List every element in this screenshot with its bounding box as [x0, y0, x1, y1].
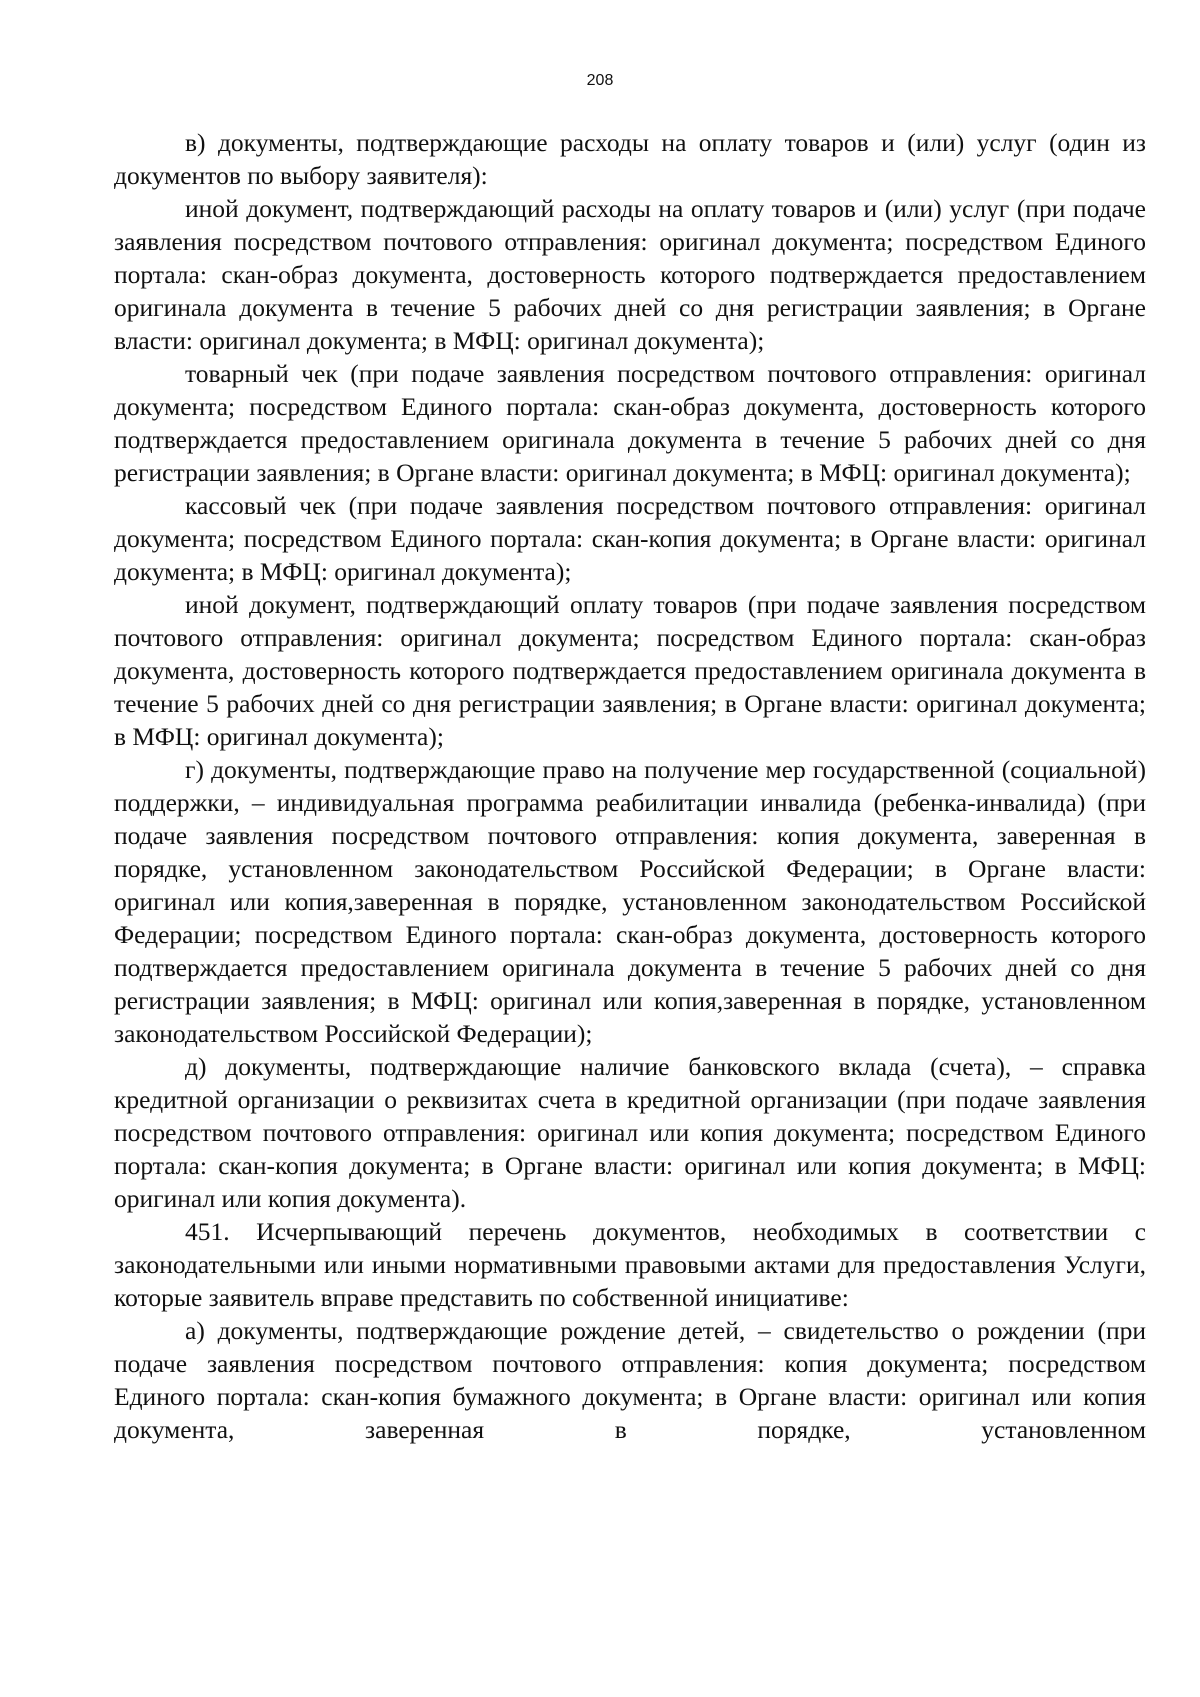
paragraph-other-payment-document: иной документ, подтверждающий оплату товаров (при подаче заявления посредством почтового отправления: оригинал документа; посредством Единого портала: скан-образ документа, достоверность которого подтверждается предоставлением оригинала документа в течение 5 рабочих дней со дня регистрации заявления; в Органе власти: оригинал документа; в МФЦ: оригинал документа); [114, 590, 1146, 751]
paragraph-a-birth-documents: а) документы, подтверждающие рождение детей, – свидетельство о рождении (при подаче заявления посредством почтового отправления: копия документа; посредством Единого портала: скан-копия бумажного документа; в Органе власти: оригинал или копия документа, заверенная в порядке, установленном [114, 1316, 1146, 1444]
paragraph-cash-receipt: кассовый чек (при подаче заявления посредством почтового отправления: оригинал документа; посредством Единого портала: скан-копия документа; в Органе власти: оригинал документа; в МФЦ: оригинал документа); [114, 491, 1146, 586]
page-number: 208 [586, 72, 614, 89]
paragraph-other-expense-document: иной документ, подтверждающий расходы на оплату товаров и (или) услуг (при подаче заявления посредством почтового отправления: оригинал документа; посредством Единого портала: скан-образ документа, достоверность которого подтверждается предоставлением оригинала документа в течение 5 рабочих дней со дня регистрации заявления; в Органе власти: оригинал документа; в МФЦ: оригинал документа); [114, 194, 1146, 355]
paragraph-d-bank-account: д) документы, подтверждающие наличие банковского вклада (счета), – справка кредитной организации о реквизитах счета в кредитной организации (при подаче заявления посредством почтового отправления: оригинал или копия документа; посредством Единого портала: скан-копия документа; в Органе власти: оригинал или копия документа; в МФЦ: оригинал или копия документа). [114, 1052, 1146, 1213]
paragraph-451-own-initiative-list: 451. Исчерпывающий перечень документов, необходимых в соответствии с законодательными или иными нормативными правовыми актами для предоставления Услуги, которые заявитель вправе представить по собственной инициативе: [114, 1217, 1146, 1312]
paragraph-g-rehabilitation-program: г) документы, подтверждающие право на получение мер государственной (социальной) поддержки, – индивидуальная программа реабилитации инвалида (ребенка-инвалида) (при подаче заявления посредством почтового отправления: копия документа, заверенная в порядке, установленном законодательством Российской Федерации; в Органе власти: оригинал или копия,заверенная в порядке, установленном законодательством Российской Федерации; посредством Единого портала: скан-образ документа, достоверность которого подтверждается предоставлением оригинала документа в течение 5 рабочих дней со дня регистрации заявления; в МФЦ: оригинал или копия,заверенная в порядке, установленном законодательством Российской Федерации); [114, 755, 1146, 1048]
paragraph-v-expense-documents: в) документы, подтверждающие расходы на оплату товаров и (или) услуг (один из документов по выбору заявителя): [114, 128, 1146, 190]
document-body [114, 126, 1146, 1446]
paragraph-sales-receipt: товарный чек (при подаче заявления посредством почтового отправления: оригинал документа; посредством Единого портала: скан-образ документа, достоверность которого подтверждается предоставлением оригинала документа в течение 5 рабочих дней со дня регистрации заявления; в Органе власти: оригинал документа; в МФЦ: оригинал документа); [114, 359, 1146, 487]
